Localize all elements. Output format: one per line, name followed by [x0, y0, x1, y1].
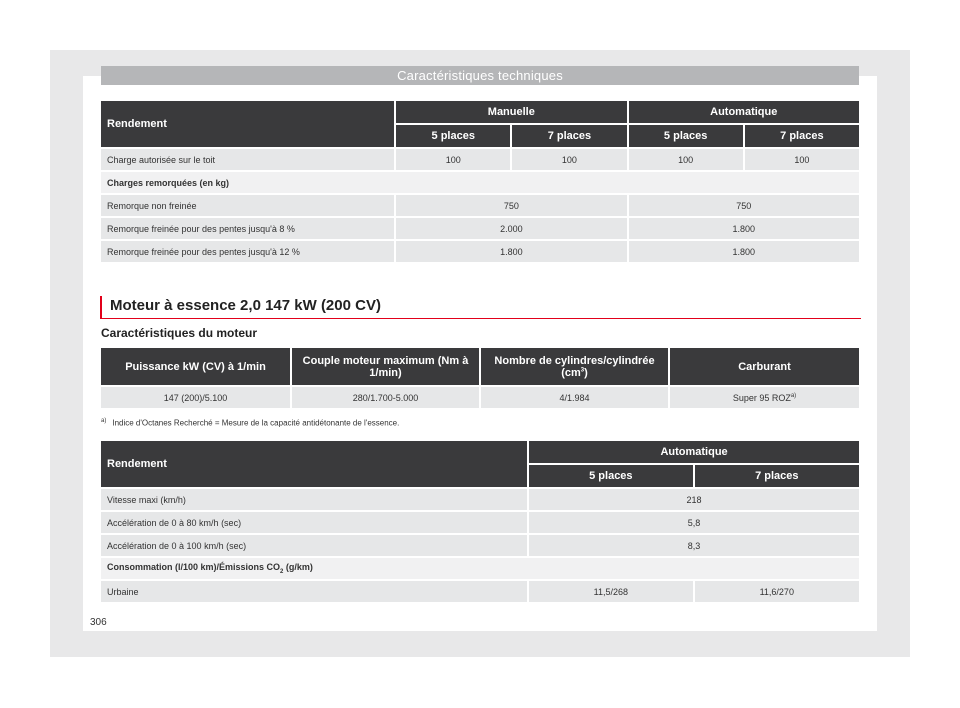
col-header: 5 places: [629, 125, 743, 147]
performance-table: [99, 439, 861, 604]
roof-trailer-load-table: [99, 99, 861, 264]
table-row: [101, 581, 859, 602]
col-header: 7 places: [745, 125, 859, 147]
col-header: 7 places: [695, 465, 859, 487]
header-couple: Couple moteur maximum (Nm à 1/min): [292, 348, 479, 385]
footnote: [101, 418, 399, 428]
cell-value: 750: [629, 195, 859, 216]
cell-carburant: Super 95 ROZ$^{a)}$: [670, 387, 859, 408]
col-header: 7 places: [512, 125, 626, 147]
header-manuelle: Manuelle: [396, 101, 626, 123]
cell-value: 218: [529, 489, 859, 510]
subheader-consommation: Consommation (l/100 km)/Émissions $CO_2$ (g/km): [101, 558, 859, 579]
cell-value: 1.800: [396, 241, 626, 262]
cell-couple: 280/1.700-5.000: [292, 387, 479, 408]
row-label: Remorque non freinée: [101, 195, 394, 216]
row-label: Vitesse maxi (km/h): [101, 489, 527, 510]
cell-puissance: 147 (200)/5.100: [101, 387, 290, 408]
table-row: [101, 512, 859, 533]
row-label: Charge autorisée sur le toit: [101, 149, 394, 170]
cell-value: 100: [629, 149, 743, 170]
header-cylindres: Nombre de cylindres/cylindrée $(cm^3)$: [481, 348, 668, 385]
cell-value: 11,6/270: [695, 581, 859, 602]
table-row: [101, 387, 859, 408]
header-carburant: Carburant: [670, 348, 859, 385]
footnote-text: Indice d'Octanes Recherché = Mesure de la capacité antidétonante de l'essence.: [112, 418, 400, 428]
col-header: 5 places: [529, 465, 692, 487]
table-row: [101, 218, 859, 239]
header-rendement: Rendement: [101, 441, 527, 487]
col-header: 5 places: [396, 125, 510, 147]
table-row: [101, 535, 859, 556]
engine-heading: [100, 296, 861, 319]
cell-cylindres: 4/1.984: [481, 387, 668, 408]
row-label: Accélération de 0 à 100 km/h (sec): [101, 535, 527, 556]
header-automatique: Automatique: [529, 441, 859, 463]
footnote-mark: a): [101, 418, 107, 424]
engine-heading-text: Moteur à essence 2,0 147 kW (200 CV): [110, 297, 381, 314]
header-puissance: Puissance kW (CV) à 1/min: [101, 348, 290, 385]
cell-value: 100: [512, 149, 626, 170]
table-row: [101, 149, 859, 170]
table-row: [101, 241, 859, 262]
table-row: [101, 489, 859, 510]
cell-value: 8,3: [529, 535, 859, 556]
header-automatique: Automatique: [629, 101, 859, 123]
row-label: Remorque freinée pour des pentes jusqu'à 12 %: [101, 241, 394, 262]
section-title: Caractéristiques techniques: [101, 66, 859, 85]
row-label: Accélération de 0 à 80 km/h (sec): [101, 512, 527, 533]
engine-subheading: Caractéristiques du moteur: [101, 326, 258, 340]
cell-value: 11,5/268: [529, 581, 692, 602]
page-number: 306: [90, 617, 107, 628]
table-subheader-row: [101, 172, 859, 193]
cell-value: 1.800: [629, 241, 859, 262]
cell-value: 100: [745, 149, 859, 170]
table-row: [101, 195, 859, 216]
cell-value: 100: [396, 149, 510, 170]
table-subheader-row: [101, 558, 859, 579]
header-rendement: Rendement: [101, 101, 394, 147]
cell-value: 1.800: [629, 218, 859, 239]
subheader-charges: Charges remorquées (en kg): [101, 172, 859, 193]
cell-value: 750: [396, 195, 626, 216]
row-label: Remorque freinée pour des pentes jusqu'à 8 %: [101, 218, 394, 239]
cell-value: 2.000: [396, 218, 626, 239]
row-label: Urbaine: [101, 581, 527, 602]
cell-value: 5,8: [529, 512, 859, 533]
engine-characteristics-table: [99, 346, 861, 410]
